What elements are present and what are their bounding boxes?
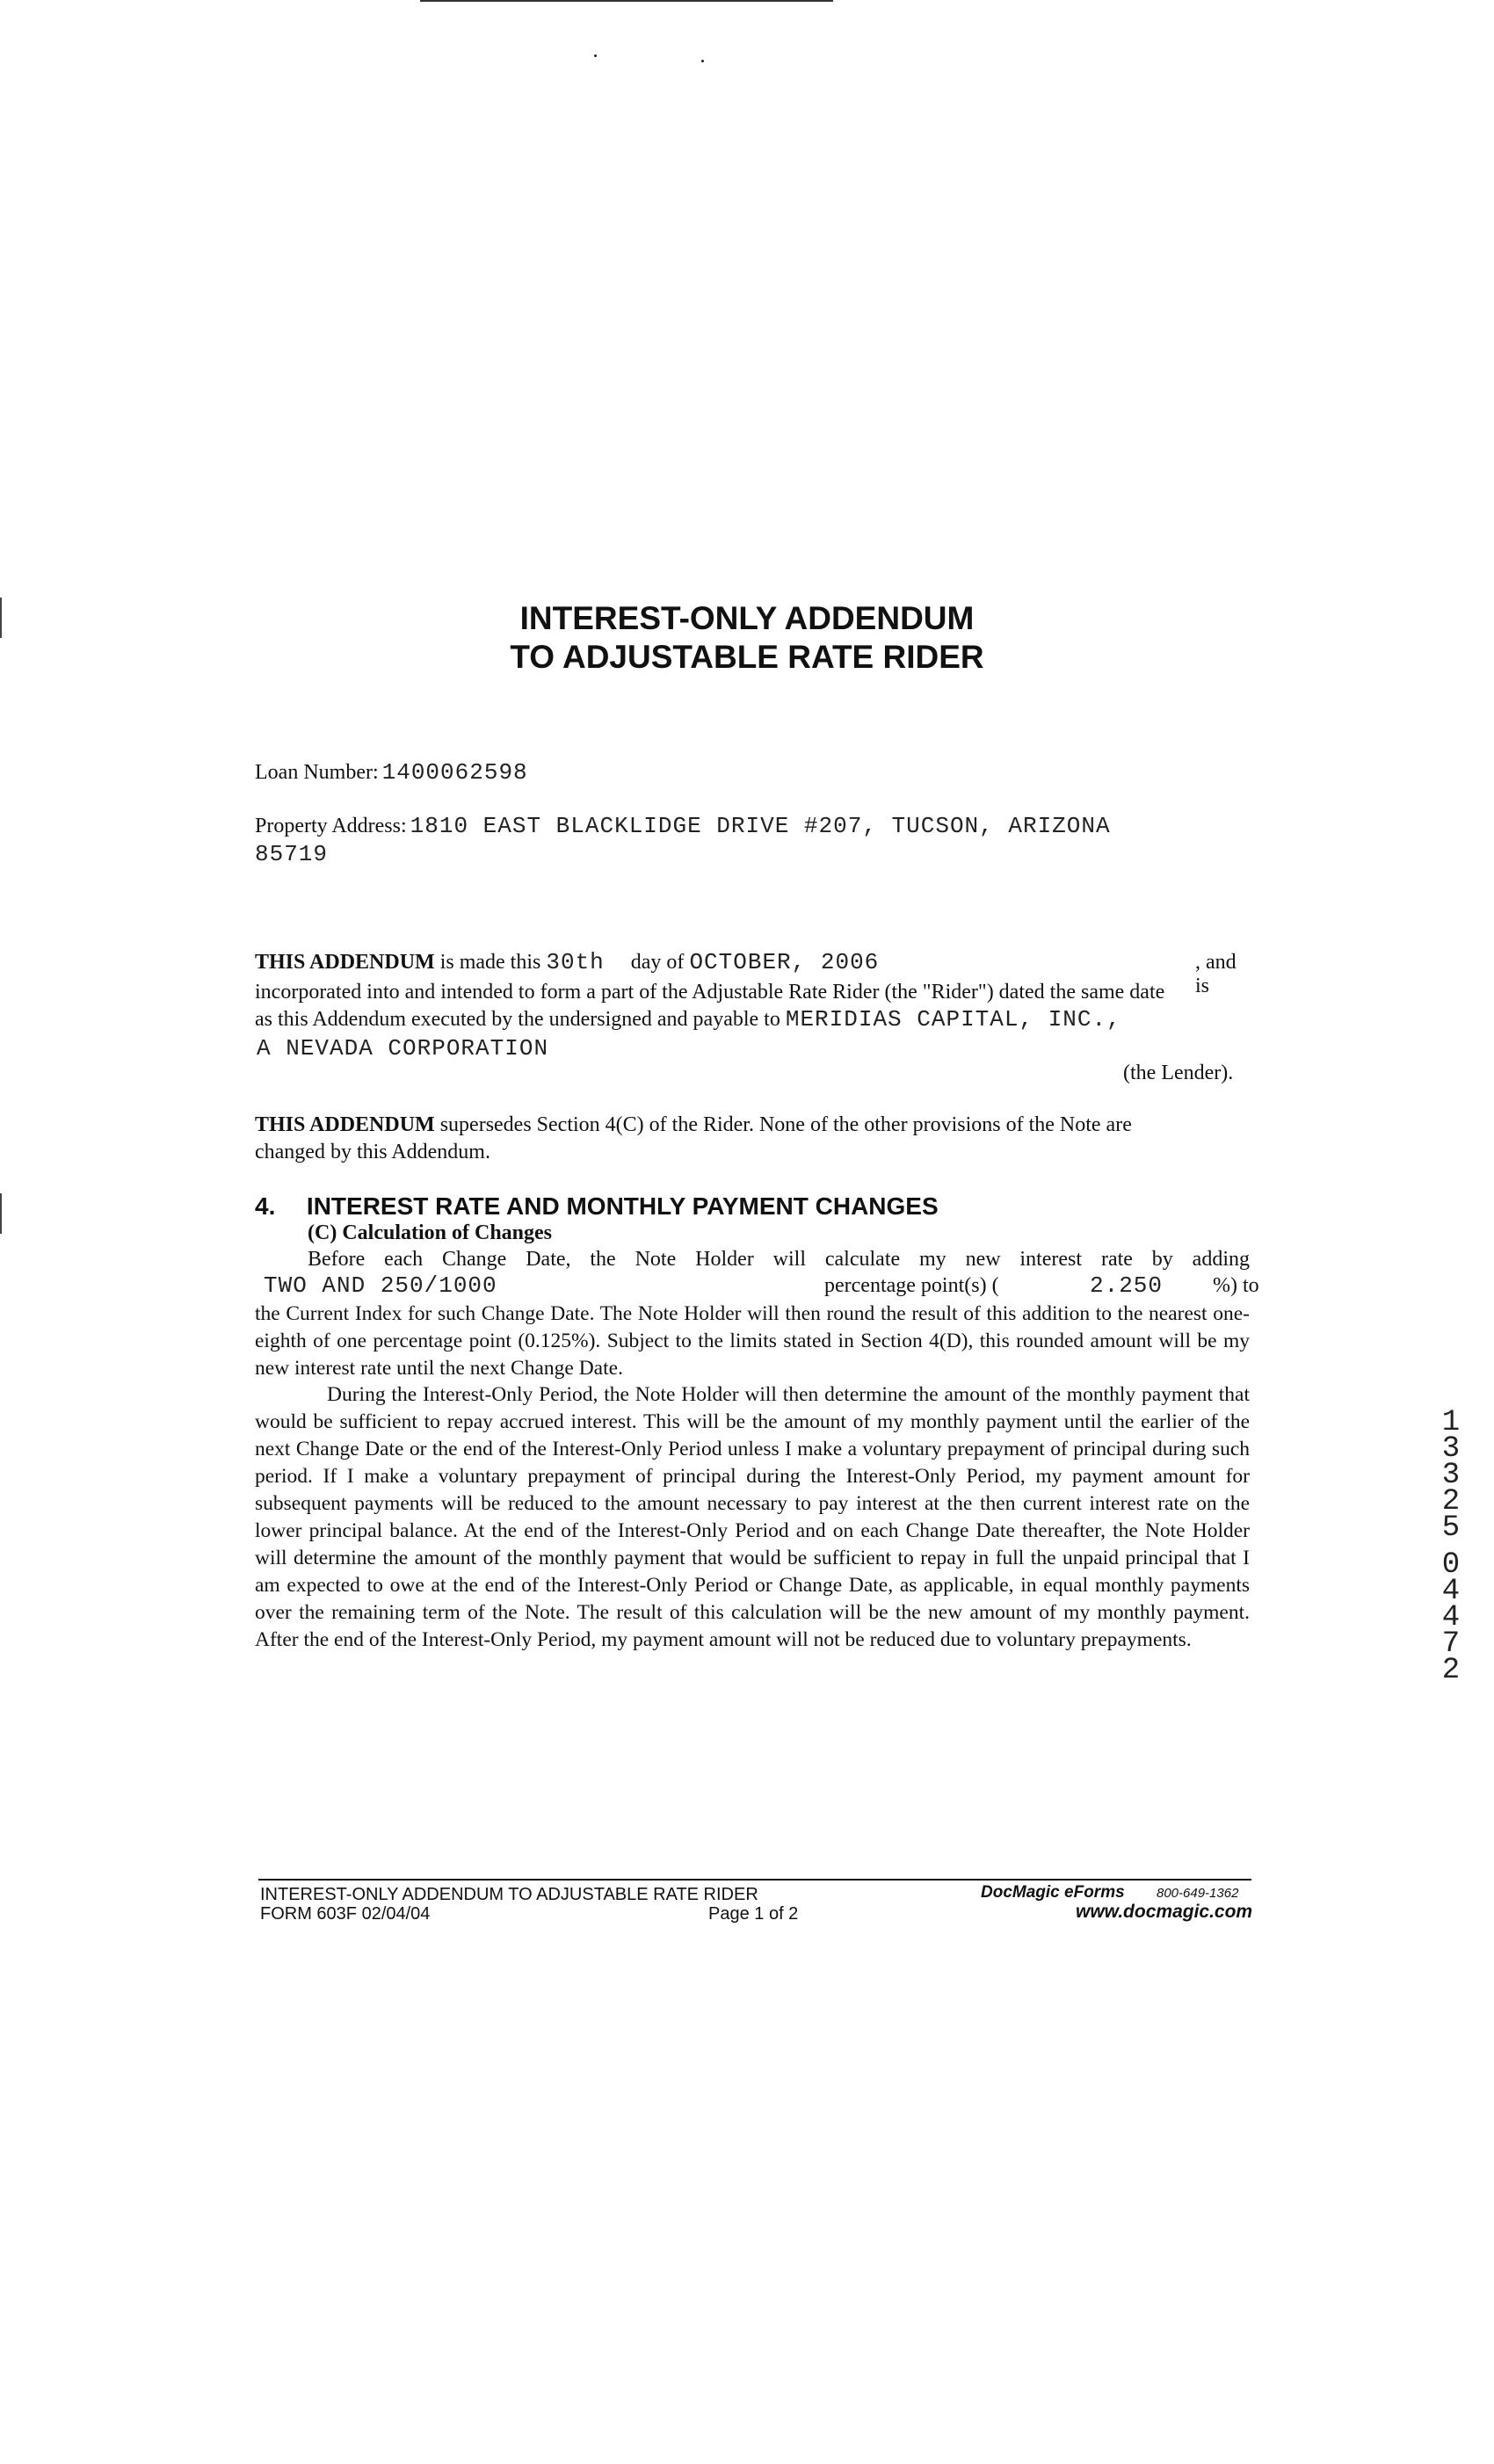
addendum-month-year: OCTOBER, 2006: [689, 949, 880, 975]
margin-number: 2.250: [1090, 1272, 1164, 1299]
side-code-digit: 3: [1441, 1459, 1461, 1492]
footer-phone: 800-649-1362: [1157, 1886, 1239, 1901]
supersedes-text: supersedes Section 4(C) of the Rider. None of the other provisions of the Note are: [439, 1113, 1132, 1136]
scan-speck: [701, 60, 704, 62]
footer-brand-logo: DocMagic eForms: [981, 1883, 1125, 1902]
lender-name-line-2: A NEVADA CORPORATION: [257, 1035, 549, 1062]
intro-line-3-text: as this Addendum executed by the undersigned and payable to: [255, 1008, 780, 1031]
side-code-digit: 2: [1441, 1654, 1461, 1687]
footer-form-number: FORM 603F 02/04/04: [260, 1904, 431, 1924]
supersedes-lead: THIS ADDENDUM: [255, 1113, 435, 1136]
calc-line-2: [255, 1272, 1266, 1301]
side-code-digit: 4: [1441, 1601, 1461, 1634]
document-title: [0, 599, 1494, 677]
scan-top-line: [420, 0, 833, 2]
title-line-2: TO ADJUSTABLE RATE RIDER: [510, 639, 984, 675]
footer-page-number: Page 1 of 2: [708, 1904, 799, 1924]
side-code-digit: 4: [1441, 1575, 1461, 1608]
side-code-digit: 3: [1441, 1432, 1461, 1466]
intro-line-2: incorporated into and intended to form a part of the Adjustable Rate Rider (the "Rider") dated the same date: [255, 981, 1165, 1004]
supersedes-line-1: [255, 1113, 1132, 1137]
section-heading: [255, 1192, 939, 1221]
supersedes-line-2: changed by this Addendum.: [255, 1141, 490, 1163]
property-address-line-2: 85719: [255, 841, 329, 867]
side-code-digit: 7: [1441, 1627, 1461, 1661]
addendum-day: 30th: [546, 949, 605, 975]
loan-number-label: Loan Number:: [255, 761, 379, 784]
calc-line-1: Before each Change Date, the Note Holder will calculate my new interest rate by adding: [308, 1248, 1250, 1271]
side-code-digit: 0: [1441, 1548, 1461, 1582]
the-lender-label: (the Lender).: [1123, 1062, 1234, 1084]
intro-and-is: , and is: [1195, 951, 1237, 997]
interest-only-paragraph: During the Interest-Only Period, the Note Holder will then determine the amount of the monthly payment that would be sufficient to repay accrued interest. This will be the amount of my monthly payment until the earlier of the next Change Date or the end of the Interest-Only Period unless I make a voluntary prepayment of principal during such period. If I make a voluntary prepayment of principal during the Interest-Only Period, my payment amount for subsequent payments will be reduced to the amount necessary to pay interest at the then current interest rate on the lower principal balance. At the end of the Interest-Only Period and on each Change Date thereafter, the Note Holder will determine the amount of the monthly payment that would be sufficient to repay in full the unpaid principal that I am expected to owe at the end of the Interest-Only Period or Change Date, as applicable, in equal monthly payments over the remaining term of the Note. The result of this calculation will be the new amount of my monthly payment. After the end of the Interest-Only Period, my payment amount will not be reduced due to voluntary prepayments.: [255, 1383, 1250, 1651]
intro-made-this: is made this: [439, 951, 541, 974]
loan-number-value: 1400062598: [381, 759, 528, 786]
margin-in-words: TWO AND 250/1000: [264, 1272, 497, 1299]
loan-number-row: [255, 759, 528, 786]
footer-title: INTEREST-ONLY ADDENDUM TO ADJUSTABLE RATE RIDER: [260, 1885, 758, 1904]
intro-line-3: [255, 1006, 1121, 1033]
footer-rule: [258, 1879, 1251, 1881]
side-code-digit: 5: [1441, 1511, 1461, 1545]
property-address-row: [255, 813, 1111, 839]
section-title: INTEREST RATE AND MONTHLY PAYMENT CHANGES: [306, 1192, 939, 1220]
calc-paragraph-rest: the Current Index for such Change Date. The Note Holder will then round the result of this addition to the nearest one-eighth of one percentage point (0.125%). Subject to the limits stated in Section 4(D), this rounded amount will be my new interest rate until the next Change Date.: [255, 1302, 1250, 1380]
property-address-label: Property Address:: [255, 815, 407, 837]
intro-lead: THIS ADDENDUM: [255, 951, 435, 974]
title-line-1: INTEREST-ONLY ADDENDUM: [519, 600, 975, 636]
scan-margin-mark: [0, 1193, 2, 1234]
percentage-close: %) to: [1213, 1274, 1259, 1297]
intro-day-of: day of: [630, 951, 685, 974]
side-code-digit: 2: [1441, 1485, 1461, 1518]
section-number: 4.: [255, 1192, 276, 1220]
scan-speck: [594, 54, 597, 57]
percentage-points-text: percentage point(s) (: [824, 1274, 999, 1297]
subsection-heading: (C) Calculation of Changes: [308, 1221, 553, 1244]
footer-website: www.docmagic.com: [1076, 1902, 1253, 1922]
lender-name-line-1: MERIDIAS CAPITAL, INC.,: [785, 1006, 1121, 1033]
side-code-digit: 1: [1441, 1406, 1461, 1439]
side-stamp-code: [1438, 1406, 1464, 1687]
property-address-line-1: 1810 EAST BLACKLIDGE DRIVE #207, TUCSON, ARIZONA: [410, 813, 1111, 839]
